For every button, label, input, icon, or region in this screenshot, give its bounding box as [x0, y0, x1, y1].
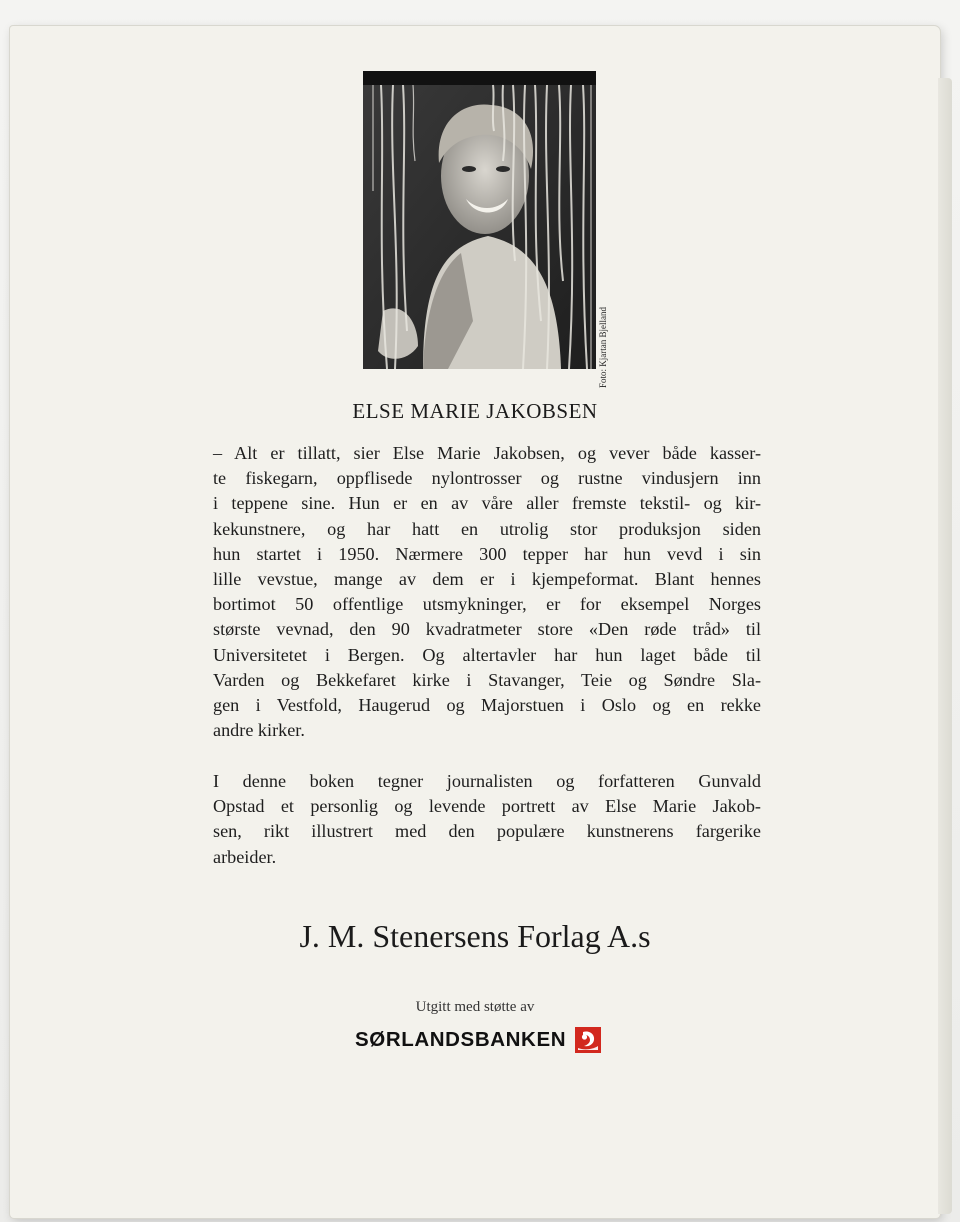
text-line: Varden og Bekkefaret kirke i Stavanger, Teie og Søndre Sla-	[213, 669, 761, 690]
text-line: hun startet i 1950. Nærmere 300 tepper har hun vevd i sin	[213, 543, 761, 564]
text-line: te fiskegarn, oppflisede nylontrosser og rustne vindusjern inn	[213, 468, 761, 489]
publisher-name: J. M. Stenersens Forlag A.s	[299, 918, 651, 954]
support-text: Utgitt med støtte av	[415, 999, 535, 1015]
text-line: bortimot 50 offentlige utsmykninger, er for eksempel Norges	[213, 594, 761, 615]
portrait-photo-icon	[363, 71, 596, 369]
text-line: I denne boken tegner journalisten og forfatteren Gunvald	[213, 771, 761, 791]
text-line: andre kirker.	[213, 720, 305, 741]
text-line: i teppene sine. Hun er en av våre aller fremste tekstil- og kir-	[213, 493, 761, 514]
text-line: Opstad et personlig og levende portrett av Else Marie Jakob-	[213, 796, 761, 817]
text-line: Universitetet i Bergen. Og altertavler har hun laget både til	[213, 644, 761, 665]
description-paragraph-1	[213, 441, 761, 743]
text-line: gen i Vestfold, Haugerud og Majorstuen i Oslo og en rekke	[213, 695, 761, 716]
text-line: største vevnad, den 90 kvadratmeter store «Den røde tråd» til	[213, 619, 761, 640]
sorlandsbanken-logo-icon	[574, 1026, 602, 1054]
author-name: ELSE MARIE JAKOBSEN	[352, 399, 598, 423]
book-back-cover	[10, 26, 940, 1218]
author-photo	[363, 71, 596, 369]
bank-name: SØRLANDSBANKEN	[355, 1028, 567, 1051]
text-line: arbeider.	[213, 846, 277, 867]
photo-credit: Foto: Kjartan Bjelland	[598, 307, 608, 388]
text-line: lille vevstue, mange av dem er i kjempeformat. Blant hennes	[213, 569, 761, 590]
text-line: – Alt er tillatt, sier Else Marie Jakobsen, og vever både kasser-	[213, 443, 761, 463]
book-page-edge	[938, 78, 952, 1214]
text-line: sen, rikt illustrert med den populære kunstnerens fargerike	[213, 821, 761, 842]
description-paragraph-2	[213, 769, 761, 870]
sponsor-bank	[355, 1026, 602, 1054]
text-line: kekunstnere, og har hatt en utrolig stor produksjon siden	[213, 518, 761, 539]
